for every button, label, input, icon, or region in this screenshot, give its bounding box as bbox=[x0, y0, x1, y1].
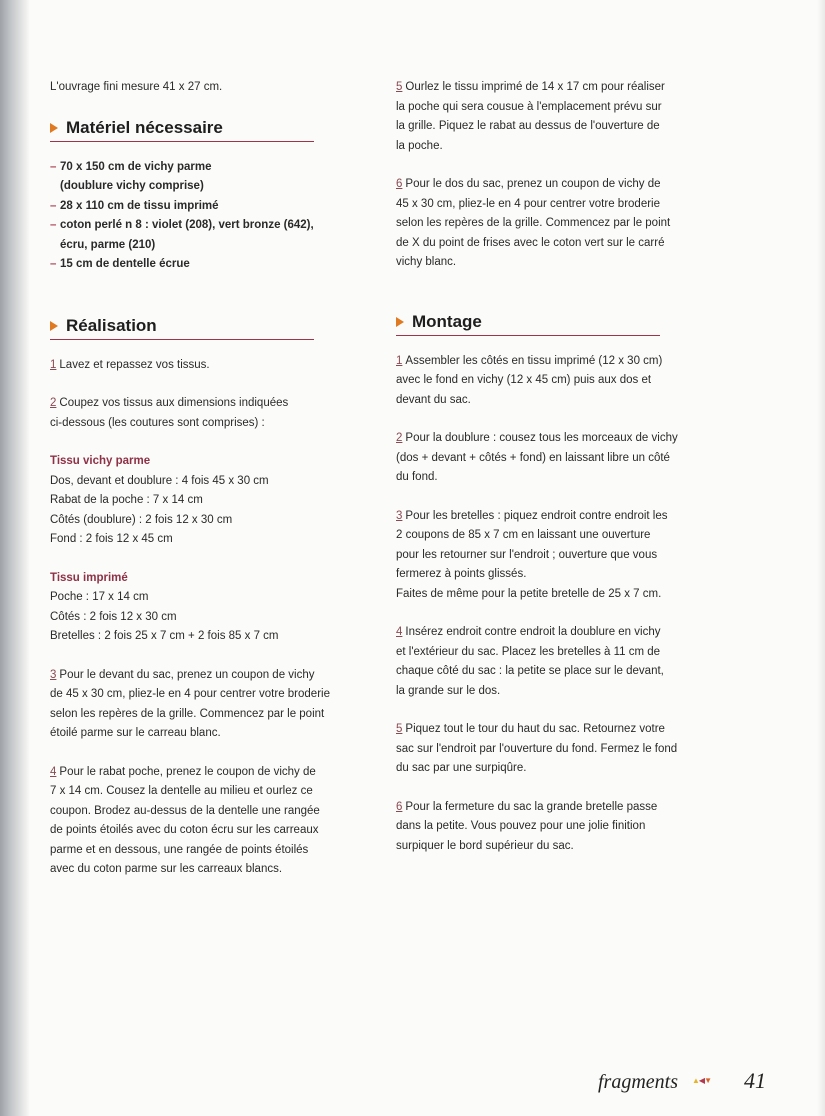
subheading-vichy: Tissu vichy parme bbox=[50, 455, 151, 467]
list-item: – 28 x 110 cm de tissu imprimé bbox=[50, 197, 350, 217]
montage-step-3: 3 Pour les bretelles : piquez endroit contre endroit les 2 coupons de 85 x 7 cm en laissant une ouverture pour les retourner sur l'endroit ; ouverture que vous fermerez à points glissés. Faites de même pour la petite bretelle de 25 x 7 cm. bbox=[396, 509, 668, 600]
vichy-cut-list: Dos, devant et doublure : 4 fois 45 x 30 cm Rabat de la poche : 7 x 14 cm Côtés (doublure) : 2 fois 12 x 30 cm Fond : 2 fois 12 x 45 cm bbox=[50, 474, 269, 545]
montage-step-4: 4 Insérez endroit contre endroit la doublure en vichy et l'extérieur du sac. Placez les bretelles à 11 cm de chaque côté du sac : la petite se place sur le devant, la grande sur le dos. bbox=[396, 626, 664, 697]
montage-step-2: 2 Pour la doublure : cousez tous les morceaux de vichy (dos + devant + côtés + fond) en laissant libre un côté du fond. bbox=[396, 432, 678, 483]
montage-step-1: 1 Assembler les côtés en tissu imprimé (12 x 30 cm) avec le fond en vichy (12 x 45 cm) puis aux dos et devant du sac. bbox=[396, 354, 663, 406]
montage-step-5: 5 Piquez tout le tour du haut du sac. Retournez votre sac sur l'endroit par l'ouverture du fond. Fermez le fond du sac par une surpiqûre. bbox=[396, 723, 678, 774]
heading-realisation bbox=[50, 315, 314, 340]
realisation-step-3: 3 Pour le devant du sac, prenez un coupon de vichy de 45 x 30 cm, pliez-le en 4 pour centrer votre broderie selon les repères de la grille. Commencez par le point étoilé parme sur le carreau blanc. bbox=[50, 668, 330, 739]
intro-text: L'ouvrage fini mesure 41 x 27 cm. bbox=[50, 81, 223, 93]
realisation-step-2: 2 Coupez vos tissus aux dimensions indiquées ci-dessous (les coutures sont comprises) : bbox=[50, 397, 289, 429]
realisation-step-1: 1 Lavez et repassez vos tissus. bbox=[50, 358, 210, 371]
list-item: – coton perlé n 8 : violet (208), vert bronze (642), écru, parme (210) bbox=[50, 216, 350, 255]
dash-bullet-icon: – bbox=[50, 258, 57, 270]
imprime-cut-list: Poche : 17 x 14 cm Côtés : 2 fois 12 x 30 cm Bretelles : 2 fois 25 x 7 cm + 2 fois 85 x 7 cm bbox=[50, 591, 279, 642]
heading-materiel bbox=[50, 117, 314, 142]
materials-list bbox=[50, 158, 350, 275]
heading-montage-label: Montage bbox=[412, 311, 482, 331]
list-item: – 70 x 150 cm de vichy parme (doublure vichy comprise) bbox=[50, 158, 350, 197]
page-edge bbox=[817, 0, 825, 1116]
realisation-step-5: 5 Ourlez le tissu imprimé de 14 x 17 cm pour réaliser la poche qui sera cousue à l'emplacement prévu sur la grille. Piquez le rabat au dessus de l'ouverture de la poche. bbox=[396, 81, 665, 152]
realisation-step-4: 4 Pour le rabat poche, prenez le coupon de vichy de 7 x 14 cm. Cousez la dentelle au milieu et ourlez ce coupon. Brodez au-dessus de la dentelle une rangée de points étoilés avec du coton écru sur les carreaux parme et en dessous, une rangée de points étoilés avec du coton parme sur les carreaux blancs. bbox=[50, 765, 320, 875]
heading-materiel-label: Matériel nécessaire bbox=[66, 117, 223, 137]
right-column bbox=[396, 78, 696, 875]
list-item: – 15 cm de dentelle écrue bbox=[50, 255, 350, 275]
orange-arrow-icon bbox=[50, 321, 58, 331]
footer-arrows-icon: ▲◀▼ bbox=[692, 1076, 711, 1085]
page-number: 41 bbox=[744, 1068, 766, 1093]
heading-montage bbox=[396, 311, 660, 336]
book-spine-shadow bbox=[0, 0, 30, 1116]
dash-bullet-icon: – bbox=[50, 199, 57, 212]
subheading-imprime: Tissu imprimé bbox=[50, 571, 128, 584]
dash-bullet-icon: – bbox=[50, 219, 57, 231]
dash-bullet-icon: – bbox=[50, 160, 57, 173]
orange-arrow-icon bbox=[396, 317, 404, 327]
footer-brand: fragments bbox=[598, 1071, 678, 1093]
realisation-step-6: 6 Pour le dos du sac, prenez un coupon de vichy de 45 x 30 cm, pliez-le en 4 pour centrer votre broderie selon les repères de la grille. Commencez par le point de X du point de frises avec le coton vert sur le carré vichy blanc. bbox=[396, 178, 671, 268]
left-column bbox=[50, 78, 350, 899]
montage-step-6: 6 Pour la fermeture du sac la grande bretelle passe dans la petite. Vous pouvez pour une jolie finition surpiquer le bord supérieur du sac. bbox=[396, 800, 658, 852]
heading-realisation-label: Réalisation bbox=[66, 315, 157, 335]
orange-arrow-icon bbox=[50, 123, 58, 133]
